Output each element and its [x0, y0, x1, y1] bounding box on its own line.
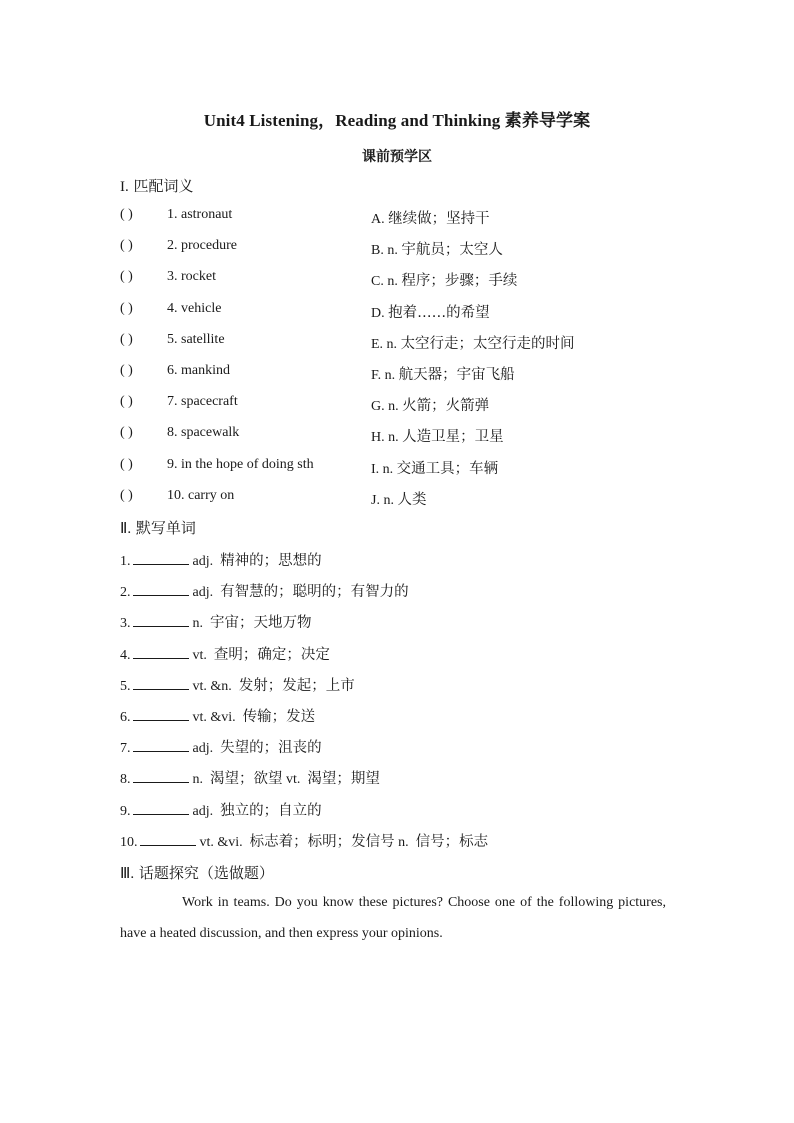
topic-paragraph-text: Work in teams. Do you know these pictures? Choose one of the following pictures, have a heated discussion, and then express your opinions. [120, 895, 666, 941]
answer-parentheses[interactable]: ( ) [120, 300, 133, 316]
dictation-number: 2. [120, 585, 131, 601]
section-1-number: I. [120, 179, 129, 195]
match-definition [371, 301, 490, 322]
answer-parentheses[interactable]: ( ) [120, 238, 133, 254]
part-of-speech: vt. &vi. [199, 834, 243, 850]
dictation-number: 10. [120, 834, 138, 850]
definition-text: 程序；步骤；手续 [401, 273, 518, 290]
match-row [120, 269, 680, 289]
definition-text: 航天器；宇宙飞船 [398, 367, 515, 383]
definition-key: B. n. [371, 243, 398, 259]
dictation-meaning: 独立的；自立的 [220, 802, 322, 819]
definition-text: 火箭；火箭弹 [402, 398, 490, 415]
definition-text: 人类 [397, 491, 427, 508]
dictation-meaning: 有智慧的；聪明的；有智力的 [220, 584, 409, 601]
dictation-number: 9. [120, 803, 131, 819]
match-row [120, 425, 680, 445]
section-2-number: Ⅱ. [120, 521, 132, 537]
part-of-speech: vt. &vi. [192, 710, 236, 725]
match-definition [371, 269, 517, 290]
dictation-meaning: 传输；发送 [242, 709, 316, 725]
part-of-speech: adj. [192, 803, 214, 819]
dictation-meaning: 查明；确定；决定 [213, 646, 330, 663]
dictation-blank[interactable] [133, 646, 189, 659]
dictation-blank[interactable] [133, 614, 189, 627]
dictation-number: 4. [120, 647, 131, 663]
part-of-speech: adj. [192, 741, 214, 757]
match-row [120, 332, 680, 352]
answer-parentheses[interactable]: ( ) [120, 394, 133, 410]
dictation-blank[interactable] [133, 770, 189, 783]
dictation-blank[interactable] [133, 552, 189, 565]
match-term: 9. in the hope of doing sth [167, 456, 314, 472]
section-1-title: 匹配词义 [133, 177, 194, 195]
dictation-blank[interactable] [133, 802, 189, 815]
answer-parentheses[interactable]: ( ) [120, 487, 133, 503]
match-definition [371, 238, 503, 259]
match-definition [371, 363, 515, 384]
section-2-title: 默写单词 [135, 519, 196, 537]
match-definition [371, 457, 498, 478]
definition-text: 人造卫星；卫星 [402, 429, 504, 446]
dictation-meaning: 发射；发起；上市 [238, 677, 355, 694]
match-row [120, 207, 680, 227]
part-of-speech: vt. &n. [192, 678, 232, 694]
match-term: 8. spacewalk [167, 425, 240, 441]
definition-key: D. [371, 305, 385, 321]
dictation-number: 1. [120, 554, 131, 569]
match-row [120, 238, 680, 258]
match-row [120, 363, 680, 383]
answer-parentheses[interactable]: ( ) [120, 363, 133, 378]
match-definition [371, 425, 504, 446]
dictation-row [120, 549, 322, 570]
part-of-speech-2: n. [398, 834, 409, 850]
definition-key: F. n. [371, 368, 396, 383]
dictation-blank[interactable] [133, 739, 189, 752]
section-3-heading [120, 862, 274, 883]
definition-text: 抱着……的希望 [388, 304, 490, 321]
dictation-number: 7. [120, 741, 131, 757]
page-title: Unit4 Listening，Reading and Thinking 素养导学案 [203, 111, 591, 130]
answer-parentheses[interactable]: ( ) [120, 331, 133, 347]
match-term: 7. spacecraft [167, 394, 238, 410]
dictation-meaning: 标志着；标明；发信号 [249, 833, 395, 850]
dictation-blank[interactable] [133, 583, 189, 596]
part-of-speech: adj. [192, 585, 214, 601]
part-of-speech-2: vt. [286, 772, 301, 788]
dictation-meaning: 失望的；沮丧的 [220, 740, 322, 757]
match-term: 6. mankind [167, 363, 230, 378]
dictation-meaning-2: 信号；标志 [415, 833, 489, 850]
dictation-row [120, 830, 488, 851]
dictation-row [120, 736, 322, 757]
definition-key: C. n. [371, 274, 398, 290]
match-row [120, 488, 680, 508]
section-1-heading [120, 175, 194, 196]
match-definition [371, 394, 489, 415]
dictation-number: 8. [120, 772, 131, 788]
match-term: 1. astronaut [167, 207, 233, 222]
definition-key: J. n. [371, 492, 394, 508]
dictation-meaning: 渴望；欲望 [210, 771, 283, 788]
match-term: 4. vehicle [167, 300, 222, 316]
dictation-meaning: 精神的；思想的 [220, 553, 322, 569]
answer-parentheses[interactable]: ( ) [120, 456, 133, 472]
answer-parentheses[interactable]: ( ) [120, 207, 133, 222]
dictation-meaning-2: 渴望；期望 [307, 771, 380, 788]
dictation-row [120, 643, 330, 664]
dictation-blank[interactable] [140, 833, 196, 846]
match-term: 5. satellite [167, 331, 225, 347]
definition-key: I. n. [371, 461, 394, 477]
dictation-row [120, 674, 355, 695]
definition-text: 交通工具；车辆 [396, 460, 499, 477]
answer-parentheses[interactable]: ( ) [120, 425, 133, 441]
dictation-blank[interactable] [133, 677, 189, 690]
part-of-speech: n. [192, 772, 203, 788]
part-of-speech: adj. [192, 554, 214, 569]
match-definition [371, 332, 575, 353]
dictation-number: 3. [120, 616, 131, 632]
section-3-number: Ⅲ. [120, 866, 135, 882]
definition-key: G. n. [371, 399, 399, 415]
dictation-row [120, 705, 315, 726]
page-subtitle: 课前预学区 [362, 150, 432, 165]
part-of-speech: vt. [192, 647, 207, 663]
match-term: 10. carry on [167, 487, 235, 503]
match-row [120, 457, 680, 477]
section-2-heading [120, 517, 196, 538]
section-3-title: 话题探究（选做题） [138, 864, 274, 882]
definition-text: 太空行走；太空行走的时间 [400, 335, 575, 352]
dictation-number: 6. [120, 710, 131, 725]
match-definition [371, 488, 426, 509]
definition-text: 继续做；坚持干 [388, 211, 490, 227]
dictation-row [120, 767, 380, 788]
definition-text: 宇航员；太空人 [401, 242, 503, 259]
match-row [120, 301, 680, 321]
match-definition [371, 207, 490, 228]
dictation-row [120, 799, 322, 820]
dictation-meaning: 宇宙；天地万物 [210, 615, 312, 632]
dictation-row [120, 611, 312, 632]
definition-key: E. n. [371, 336, 398, 352]
definition-key: H. n. [371, 430, 399, 446]
answer-parentheses[interactable]: ( ) [120, 269, 133, 285]
part-of-speech: n. [192, 616, 203, 632]
topic-paragraph [120, 887, 666, 949]
dictation-number: 5. [120, 678, 131, 694]
match-term: 2. procedure [167, 238, 237, 254]
dictation-blank[interactable] [133, 708, 189, 721]
match-row [120, 394, 680, 414]
match-term: 3. rocket [167, 269, 216, 285]
definition-key: A. [371, 212, 385, 227]
dictation-row [120, 580, 409, 601]
